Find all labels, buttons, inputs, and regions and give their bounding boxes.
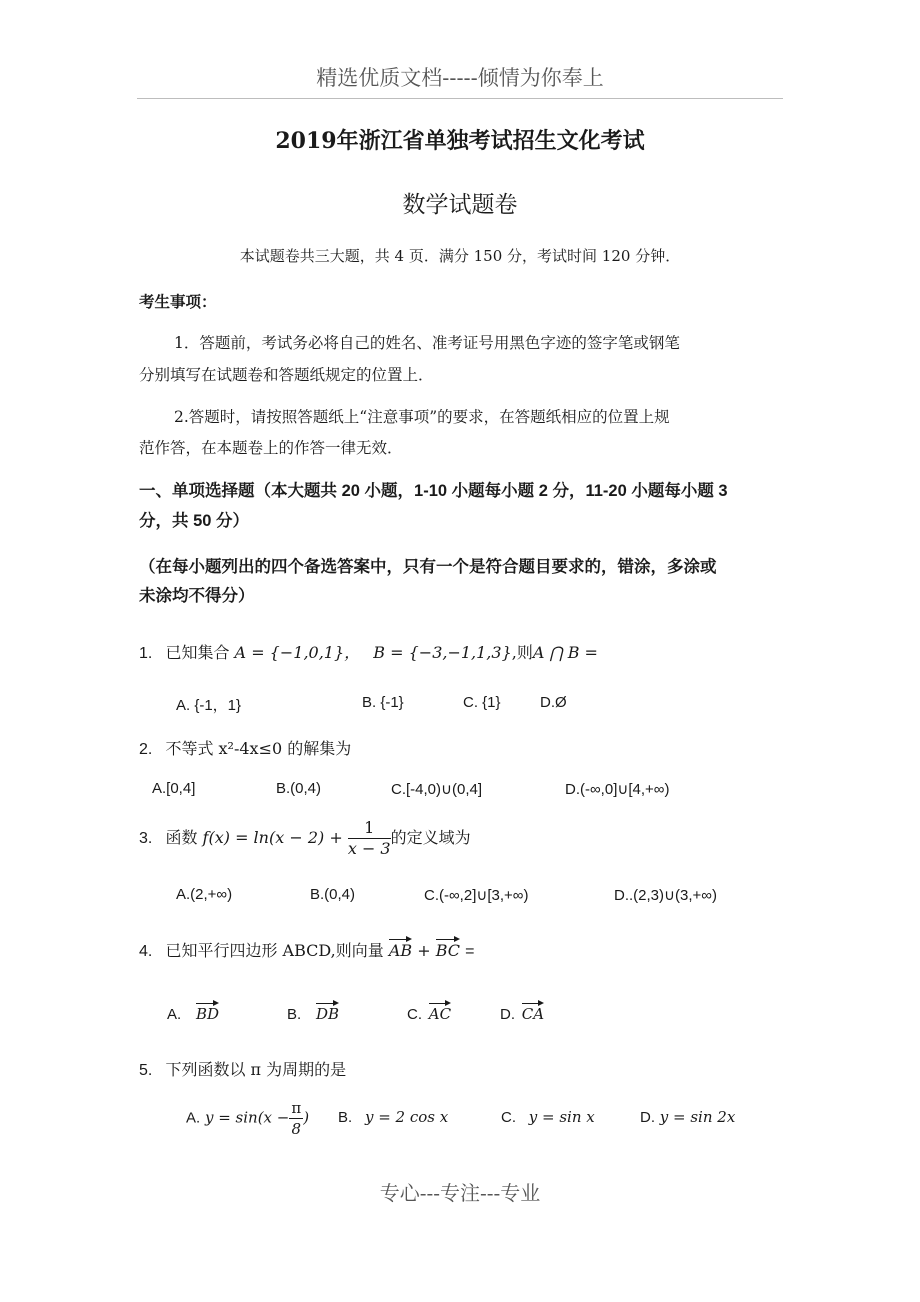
question-5-option-a-numerator: π: [291, 1099, 302, 1117]
notice-item-1-line-2: 分别填写在试题卷和答题纸规定的位置上．: [139, 366, 434, 384]
question-1-set-a: A = {−1,0,1}，: [234, 643, 361, 662]
question-4-option-c: [407, 1002, 451, 1023]
notice-item-2-line-2: 范作答，在本题卷上的作答一律无效．: [139, 439, 403, 457]
notice-item-2-line-1: 2.答题时，请按照答题纸上“注意事项”的要求，在答题纸相应的位置上规: [174, 408, 670, 426]
question-5-option-a-expr: y = sin(x −: [204, 1108, 290, 1127]
question-4-option-a-vector: BD: [196, 1002, 219, 1023]
question-3-text: 函数: [165, 828, 198, 847]
question-5-option-a: [186, 1098, 309, 1139]
question-3-option-c: C.(-∞,2]∪[3,+∞): [424, 887, 529, 904]
question-5-option-d-label: D.: [640, 1109, 655, 1126]
question-3-expr: f(x) = ln(x − 2) +: [202, 828, 343, 847]
section-1-heading-line-2: 分，共 50 分）: [139, 512, 250, 530]
question-1-option-c: C. {1}: [463, 694, 501, 711]
question-5-option-d: [640, 1108, 735, 1126]
question-2-option-b: B.(0,4): [276, 780, 322, 797]
question-4-vector-bc: BC: [436, 938, 460, 960]
question-4-option-d-vector: CA: [522, 1002, 544, 1023]
section-1-instruction-line-2: 未涂均不得分）: [139, 587, 255, 605]
question-4-option-c-label: C.: [407, 1006, 422, 1023]
question-4-option-d: [500, 1002, 544, 1023]
question-3-fraction-numerator: 1: [348, 818, 391, 839]
exam-summary: 本试题卷共三大题，共 4 页．满分 150 分，考试时间 120 分钟．: [239, 247, 681, 265]
question-4-option-a: [167, 1002, 219, 1023]
question-4-plus: +: [417, 941, 431, 960]
question-5-number: 5.: [139, 1062, 153, 1079]
question-1-number: 1.: [139, 645, 153, 662]
question-1: [139, 640, 598, 663]
question-3-option-d: D..(2,3)∪(3,+∞): [614, 887, 717, 904]
question-3: [139, 818, 471, 859]
question-5-option-b-expr: y = 2 cos x: [364, 1108, 449, 1126]
exam-title: 2019年浙江省单独考试招生文化考试: [275, 128, 645, 154]
exam-subtitle: 数学试题卷: [402, 192, 518, 218]
question-1-tail: ,则: [511, 643, 533, 662]
question-4-option-b-label: B.: [287, 1006, 302, 1023]
question-2-option-d: D.(-∞,0]∪[4,+∞): [565, 781, 670, 798]
question-4-number: 4.: [139, 943, 153, 960]
question-5-option-c-label: C.: [501, 1109, 516, 1126]
question-3-tail: 的定义域为: [390, 828, 471, 847]
question-4-equals: =: [465, 943, 475, 960]
question-3-fraction-denominator: x − 3: [347, 839, 391, 858]
question-3-option-a: A.(2,+∞): [176, 886, 233, 903]
question-5-option-a-label: A.: [186, 1109, 201, 1127]
question-2-option-c: C.[-4,0)∪(0,4]: [391, 781, 483, 798]
notice-heading: 考生事项：: [139, 292, 217, 311]
question-5-option-a-fraction: [289, 1098, 303, 1139]
question-5-text: 下列函数以 π 为周期的是: [165, 1060, 347, 1079]
question-4-option-b-vector: DB: [316, 1002, 339, 1023]
question-1-option-b: B. {-1}: [362, 694, 404, 711]
question-4-vector-ab: AB: [389, 938, 412, 960]
question-5-option-a-denominator: 8: [291, 1120, 302, 1138]
header-rule: [137, 98, 783, 99]
question-5-option-a-close: ): [303, 1108, 310, 1127]
question-5: [139, 1057, 346, 1080]
question-3-option-b: B.(0,4): [310, 886, 356, 903]
question-5-option-b-label: B.: [338, 1109, 353, 1126]
question-1-option-d: D.Ø: [540, 694, 567, 711]
question-2-text: 不等式 x²-4x≤0 的解集为: [165, 739, 352, 758]
page-header: 精选优质文档-----倾情为你奉上: [316, 66, 604, 90]
question-4-text: 已知平行四边形 ABCD,则向量: [165, 941, 384, 960]
question-4-option-b: [287, 1002, 339, 1023]
question-5-option-b: [338, 1108, 448, 1126]
section-1-instruction-line-1: （在每小题列出的四个备选答案中，只有一个是符合题目要求的，错涂，多涂或: [139, 558, 717, 576]
question-4: [139, 938, 474, 961]
question-1-expr: A ⋂ B =: [532, 643, 598, 662]
question-1-option-a: A. {-1，1}: [176, 697, 242, 714]
notice-item-1-line-1: 1．答题前，考试务必将自己的姓名、准考证号用黑色字迹的签字笔或钢笔: [174, 334, 680, 352]
question-5-option-d-expr: y = sin 2x: [659, 1108, 736, 1126]
question-1-text: 已知集合: [165, 643, 230, 662]
question-4-option-c-vector: AC: [429, 1002, 451, 1023]
question-5-option-c: [501, 1108, 595, 1126]
question-5-option-c-expr: y = sin x: [528, 1108, 595, 1126]
question-3-fraction: [348, 818, 391, 859]
question-2-option-a: A.[0,4]: [152, 780, 196, 797]
question-4-option-d-label: D.: [500, 1006, 515, 1023]
page-footer: 专心---专注---专业: [379, 1181, 541, 1205]
question-4-option-a-label: A.: [167, 1006, 182, 1023]
question-2: [139, 736, 351, 759]
question-1-set-b: B = {−3,−1,1,3}: [373, 643, 512, 662]
question-3-number: 3.: [139, 830, 153, 847]
section-1-heading-line-1: 一、单项选择题（本大题共 20 小题，1-10 小题每小题 2 分，11-20 小题每小题 3: [139, 482, 728, 500]
question-2-number: 2.: [139, 741, 153, 758]
